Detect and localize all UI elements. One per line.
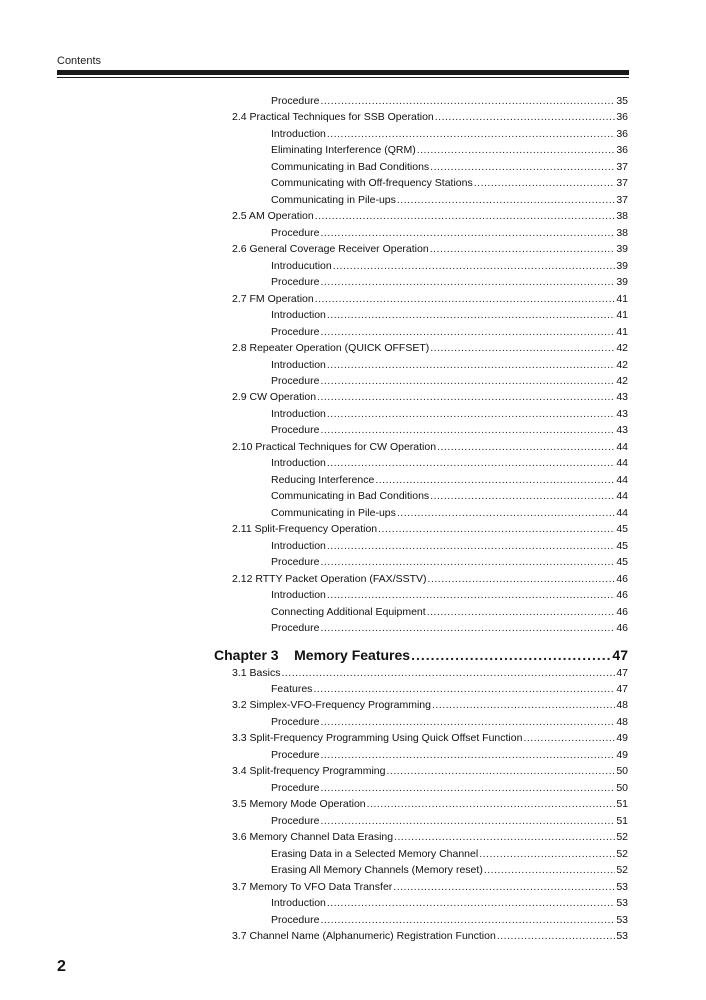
toc-dot-leader	[315, 209, 616, 223]
toc-entry-page: 37	[616, 177, 628, 189]
toc-entry-page: 39	[616, 260, 628, 272]
toc-dot-leader	[317, 390, 615, 404]
toc-dot-leader	[327, 358, 615, 372]
toc-dot-leader	[393, 880, 615, 894]
toc-entry-title: 2.7 FM Operation	[232, 293, 314, 305]
toc-entry[interactable]	[271, 863, 628, 877]
toc-entry[interactable]	[232, 666, 628, 680]
toc-dot-leader	[320, 374, 615, 388]
toc-entry[interactable]	[232, 292, 628, 306]
toc-entry-page: 47	[612, 647, 628, 663]
toc-dot-leader	[320, 781, 615, 795]
toc-entry-page: 45	[616, 540, 628, 552]
toc-entry-title: Features	[271, 683, 313, 695]
toc-entry[interactable]	[232, 764, 628, 778]
toc-entry-page: 48	[616, 699, 628, 711]
toc-entry-page: 49	[616, 732, 628, 744]
toc-entry-page: 37	[616, 194, 628, 206]
toc-entry-title: Communicating in Pile-ups	[271, 194, 396, 206]
toc-entry[interactable]	[232, 572, 628, 586]
toc-dot-leader	[417, 143, 616, 157]
toc-entry[interactable]	[271, 259, 628, 273]
toc-entry-page: 39	[616, 276, 628, 288]
toc-entry-page: 50	[616, 782, 628, 794]
toc-entry-page: 51	[616, 815, 628, 827]
toc-entry-page: 41	[616, 293, 628, 305]
toc-entry-page: 46	[616, 622, 628, 634]
toc-entry-title: 2.5 AM Operation	[232, 210, 314, 222]
toc-entry-title: 3.3 Split-Frequency Programming Using Quick Offset Function	[232, 732, 523, 744]
header-rule-thick	[57, 70, 629, 75]
toc-entry-title: Procedure	[271, 326, 320, 338]
toc-dot-leader	[313, 682, 615, 696]
toc-entry[interactable]	[271, 374, 628, 388]
toc-entry-page: 49	[616, 749, 628, 761]
toc-entry[interactable]	[271, 781, 628, 795]
toc-entry-title: 2.10 Practical Techniques for CW Operation	[232, 441, 437, 453]
toc-entry[interactable]	[271, 555, 628, 569]
toc-entry-title: Introduction	[271, 457, 326, 469]
toc-entry-title: Introducution	[271, 260, 332, 272]
toc-entry[interactable]	[232, 731, 628, 745]
toc-entry-title: 3.4 Split-frequency Programming	[232, 765, 386, 777]
toc-entry-page: 43	[616, 408, 628, 420]
toc-dot-leader	[430, 160, 615, 174]
toc-entry-title: Introduction	[271, 540, 326, 552]
toc-entry-page: 42	[616, 359, 628, 371]
header-rule-thin	[57, 77, 629, 78]
toc-entry-page: 37	[616, 161, 628, 173]
toc-dot-leader	[327, 127, 615, 141]
toc-dot-leader	[411, 646, 611, 664]
toc-dot-leader	[333, 259, 616, 273]
toc-entry[interactable]	[271, 913, 628, 927]
toc-entry-title: Introduction	[271, 589, 326, 601]
toc-entry-title: Procedure	[271, 556, 320, 568]
toc-entry-title: Connecting Additional Equipment	[271, 606, 426, 618]
toc-entry[interactable]	[271, 407, 628, 421]
toc-entry[interactable]	[271, 715, 628, 729]
toc-dot-leader	[435, 110, 616, 124]
toc-entry-page: 44	[616, 507, 628, 519]
toc-dot-leader	[327, 588, 615, 602]
toc-entry-title: Introduction	[271, 897, 326, 909]
toc-entry-title: Communicating in Bad Conditions	[271, 161, 430, 173]
toc-entry-title: 2.8 Repeater Operation (QUICK OFFSET)	[232, 342, 430, 354]
toc-entry-page: 53	[616, 914, 628, 926]
toc-entry-page: 35	[616, 95, 628, 107]
toc-entry-title: 3.2 Simplex-VFO-Frequency Programming	[232, 699, 431, 711]
toc-entry-page: 41	[616, 309, 628, 321]
toc-entry-title: Procedure	[271, 782, 320, 794]
toc-entry-title: Introduction	[271, 309, 326, 321]
toc-entry[interactable]	[271, 176, 628, 190]
toc-entry[interactable]	[271, 423, 628, 437]
toc-dot-leader	[320, 555, 615, 569]
toc-dot-leader	[397, 193, 615, 207]
toc-entry-page: 36	[616, 144, 628, 156]
toc-entry[interactable]	[232, 110, 628, 124]
toc-entry-page: 51	[616, 798, 628, 810]
toc-entry[interactable]	[271, 847, 628, 861]
toc-dot-leader	[474, 176, 616, 190]
toc-dot-leader	[427, 605, 616, 619]
toc-dot-leader	[430, 341, 615, 355]
toc-dot-leader	[437, 440, 615, 454]
toc-entry-page: 47	[616, 667, 628, 679]
toc-entry[interactable]	[271, 621, 628, 635]
toc-entry-title: Procedure	[271, 749, 320, 761]
toc-entry-page: 46	[616, 573, 628, 585]
toc-entry-page: 53	[616, 881, 628, 893]
toc-entry[interactable]	[271, 143, 628, 157]
toc-entry-title: Procedure	[271, 716, 320, 728]
toc-entry[interactable]	[232, 929, 628, 943]
page-number: 2	[57, 958, 66, 975]
toc-entry[interactable]	[271, 473, 628, 487]
toc-entry-page: 44	[616, 457, 628, 469]
toc-entry-page: 52	[616, 831, 628, 843]
toc-entry-title: Introduction	[271, 408, 326, 420]
toc-dot-leader	[378, 522, 615, 536]
toc-entry[interactable]	[232, 880, 628, 894]
toc-entry-page: 44	[616, 474, 628, 486]
toc-entry[interactable]	[232, 341, 628, 355]
toc-entry[interactable]	[232, 242, 628, 256]
toc-entry-title: Erasing Data in a Selected Memory Channel	[271, 848, 479, 860]
toc-entry[interactable]	[271, 682, 628, 696]
toc-entry[interactable]	[271, 814, 628, 828]
toc-entry[interactable]	[232, 830, 628, 844]
toc-entry[interactable]	[271, 160, 628, 174]
toc-dot-leader	[320, 275, 615, 289]
toc-entry-title: 2.6 General Coverage Receiver Operation	[232, 243, 429, 255]
toc-dot-leader	[484, 863, 615, 877]
toc-dot-leader	[320, 913, 615, 927]
toc-dot-leader	[479, 847, 615, 861]
header-title: Contents	[57, 55, 102, 67]
toc-entry-page: 42	[616, 375, 628, 387]
toc-entry[interactable]	[271, 94, 628, 108]
toc-entry-page: 45	[616, 523, 628, 535]
toc-entry-title: 2.9 CW Operation	[232, 391, 317, 403]
toc-entry[interactable]	[271, 506, 628, 520]
toc-dot-leader	[430, 489, 615, 503]
toc-entry[interactable]	[271, 358, 628, 372]
toc-dot-leader	[523, 731, 615, 745]
toc-dot-leader	[320, 226, 615, 240]
toc-entry[interactable]	[271, 226, 628, 240]
toc-entry-page: 53	[616, 930, 628, 942]
toc-dot-leader	[320, 325, 615, 339]
toc-dot-leader	[327, 896, 615, 910]
toc-entry-title: Procedure	[271, 227, 320, 239]
toc-entry-title: 3.7 Memory To VFO Data Transfer	[232, 881, 393, 893]
toc-entry-page: 36	[616, 128, 628, 140]
toc-dot-leader	[497, 929, 616, 943]
toc-entry[interactable]	[271, 588, 628, 602]
toc-entry[interactable]	[232, 698, 628, 712]
toc-entry[interactable]	[271, 456, 628, 470]
toc-entry-page: 52	[616, 864, 628, 876]
toc-entry-title: Reducing Interference	[271, 474, 375, 486]
toc-dot-leader	[315, 292, 616, 306]
toc-dot-leader	[320, 814, 615, 828]
toc-entry-page: 47	[616, 683, 628, 695]
toc-entry[interactable]	[271, 896, 628, 910]
toc-entry-title: Communicating in Bad Conditions	[271, 490, 430, 502]
toc-entry[interactable]	[232, 440, 628, 454]
toc-dot-leader	[367, 797, 616, 811]
toc-entry-page: 43	[616, 391, 628, 403]
toc-entry-title: Introduction	[271, 359, 326, 371]
toc-entry-title: Communicating in Pile-ups	[271, 507, 396, 519]
toc-entry-title: 3.5 Memory Mode Operation	[232, 798, 366, 810]
toc-entry-title: Eliminating Interference (QRM)	[271, 144, 416, 156]
toc-entry[interactable]	[271, 325, 628, 339]
toc-entry[interactable]	[271, 127, 628, 141]
toc-dot-leader	[327, 539, 615, 553]
toc-entry[interactable]	[232, 390, 628, 404]
toc-dot-leader	[375, 473, 615, 487]
toc-entry[interactable]	[271, 275, 628, 289]
toc-entry-page: 42	[616, 342, 628, 354]
toc-entry-page: 44	[616, 490, 628, 502]
toc-entry[interactable]	[271, 308, 628, 322]
toc-entry-page: 43	[616, 424, 628, 436]
toc-entry-page: 45	[616, 556, 628, 568]
toc-entry-page: 53	[616, 897, 628, 909]
toc-entry-title: 3.1 Basics	[232, 667, 281, 679]
toc-dot-leader	[430, 242, 616, 256]
toc-entry[interactable]	[232, 797, 628, 811]
toc-dot-leader	[397, 506, 615, 520]
toc-dot-leader	[320, 621, 615, 635]
toc-dot-leader	[327, 308, 615, 322]
toc-entry-page: 46	[616, 606, 628, 618]
toc-dot-leader	[320, 423, 615, 437]
toc-dot-leader	[387, 764, 616, 778]
toc-dot-leader	[327, 456, 615, 470]
toc-dot-leader	[394, 830, 615, 844]
toc-entry-title: Introduction	[271, 128, 326, 140]
toc-entry[interactable]	[271, 605, 628, 619]
toc-entry-title: Procedure	[271, 622, 320, 634]
toc-entry-title: Procedure	[271, 95, 320, 107]
toc-entry-page: 48	[616, 716, 628, 728]
toc-entry[interactable]	[271, 193, 628, 207]
toc-entry[interactable]	[232, 522, 628, 536]
toc-entry-title: Procedure	[271, 276, 320, 288]
toc-entry[interactable]	[271, 748, 628, 762]
toc-chapter-entry[interactable]	[214, 646, 628, 664]
toc-entry-title: 2.4 Practical Techniques for SSB Operation	[232, 111, 434, 123]
toc-entry[interactable]	[271, 539, 628, 553]
toc-entry-title: Procedure	[271, 375, 320, 387]
toc-entry-title: 2.12 RTTY Packet Operation (FAX/SSTV)	[232, 573, 427, 585]
toc-entry-page: 50	[616, 765, 628, 777]
toc-entry-title: 3.7 Channel Name (Alphanumeric) Registration Function	[232, 930, 496, 942]
toc-entry-page: 46	[616, 589, 628, 601]
toc-dot-leader	[432, 698, 615, 712]
toc-entry-page: 44	[616, 441, 628, 453]
toc-entry-page: 38	[616, 210, 628, 222]
toc-entry[interactable]	[271, 489, 628, 503]
toc-entry-page: 52	[616, 848, 628, 860]
toc-entry-page: 41	[616, 326, 628, 338]
toc-entry-title: Procedure	[271, 424, 320, 436]
toc-entry-page: 38	[616, 227, 628, 239]
toc-dot-leader	[320, 715, 615, 729]
toc-entry[interactable]	[232, 209, 628, 223]
toc-dot-leader	[428, 572, 616, 586]
toc-entry-title: 3.6 Memory Channel Data Erasing	[232, 831, 394, 843]
toc-entry-title: Erasing All Memory Channels (Memory reset)	[271, 864, 483, 876]
toc-dot-leader	[281, 666, 615, 680]
toc-entry-title: Chapter 3 Memory Features	[214, 647, 411, 663]
toc-entry-page: 36	[616, 111, 628, 123]
toc-dot-leader	[327, 407, 615, 421]
toc-entry-title: Procedure	[271, 914, 320, 926]
toc-entry-page: 39	[616, 243, 628, 255]
toc-dot-leader	[320, 94, 615, 108]
toc-entry-title: 2.11 Split-Frequency Operation	[232, 523, 378, 535]
toc-entry-title: Communicating with Off-frequency Stations	[271, 177, 473, 189]
toc-dot-leader	[320, 748, 615, 762]
toc-entry-title: Procedure	[271, 815, 320, 827]
